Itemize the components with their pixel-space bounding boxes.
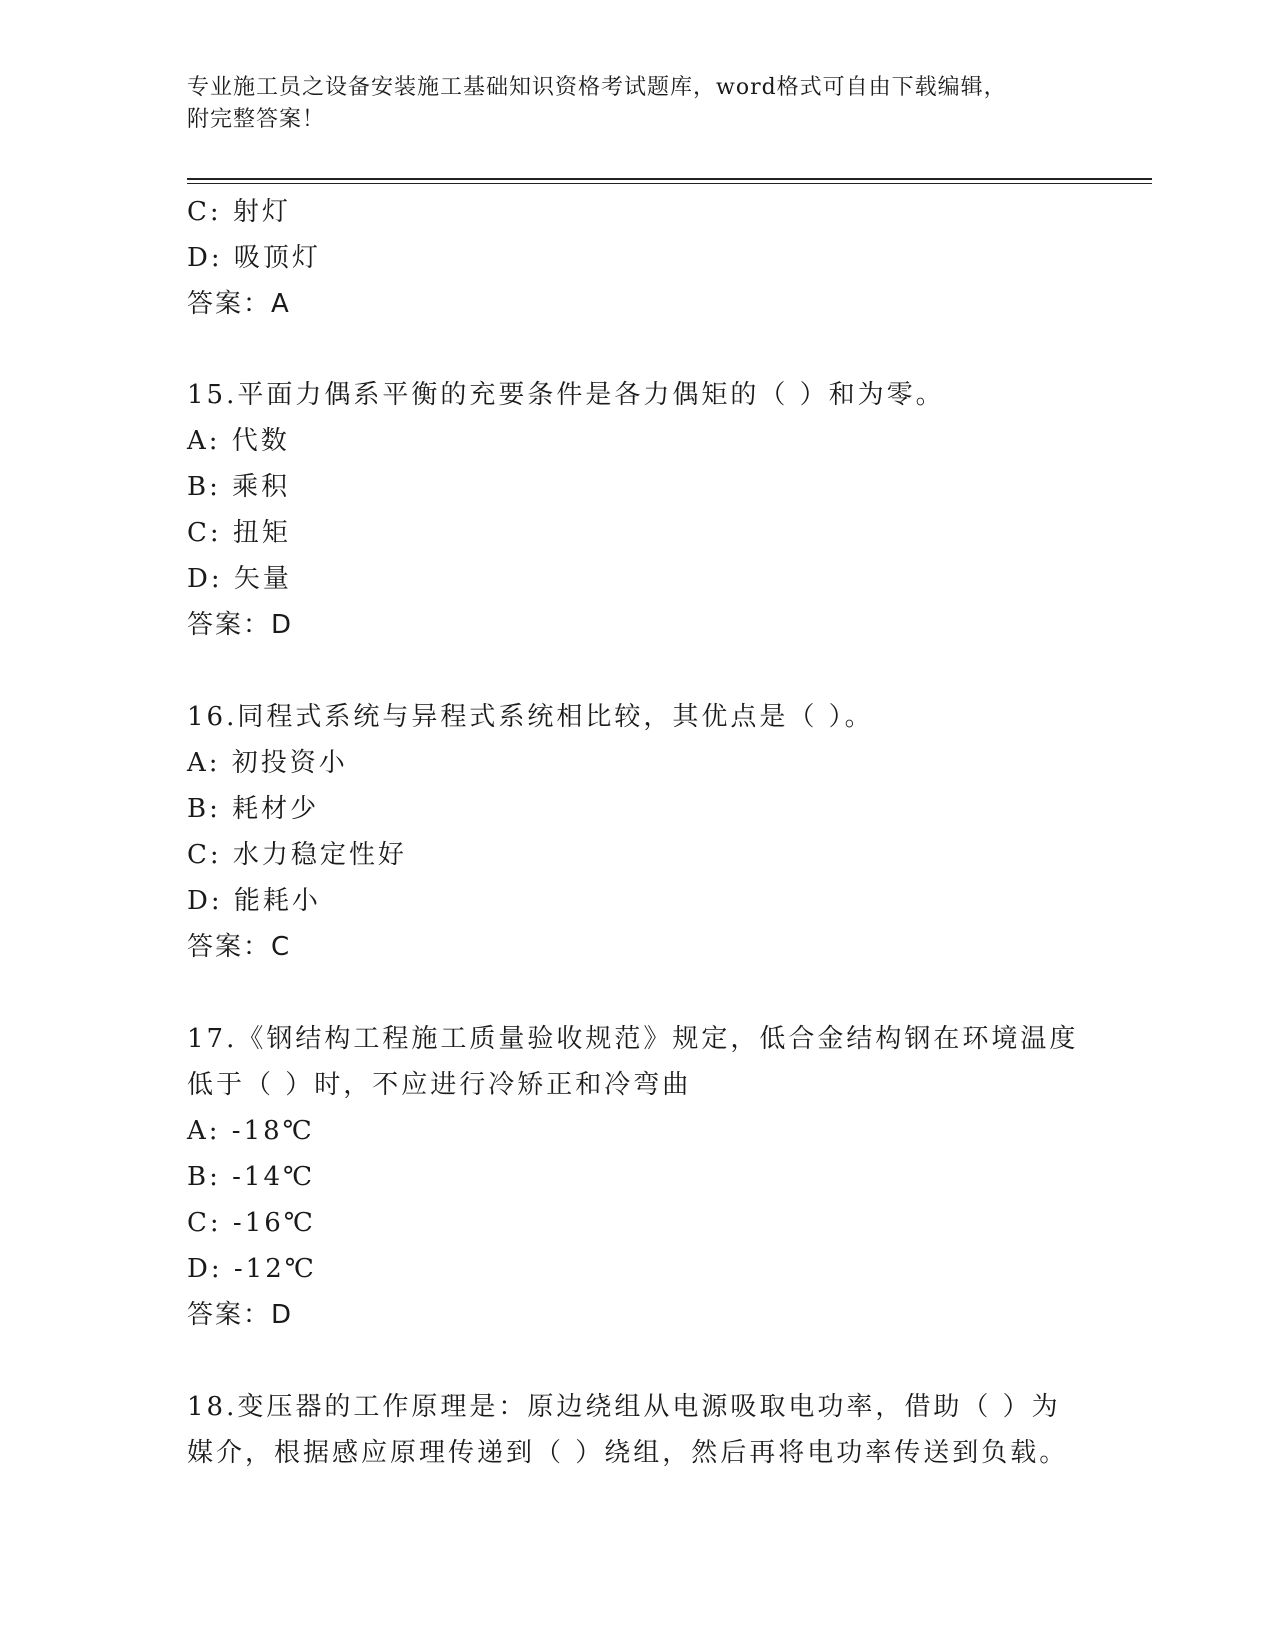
answer-line: 答案：A (187, 289, 291, 319)
header-divider (187, 178, 1152, 184)
question-18 (187, 1384, 1107, 1476)
question-stem-line-2: 低于（ ）时，不应进行冷矫正和冷弯曲 (187, 1070, 692, 1100)
answer-line: 答案：D (187, 1300, 294, 1330)
question-16 (187, 694, 1107, 970)
option-c: C: 扭矩 (187, 518, 291, 548)
option-d: D: -12℃ (187, 1254, 317, 1284)
option-c: C: -16℃ (187, 1208, 316, 1238)
answer-line: 答案：D (187, 610, 294, 640)
option-c: C: 射灯 (187, 197, 291, 227)
header-line-1: 专业施工员之设备安装施工基础知识资格考试题库，word格式可自由下载编辑， (187, 75, 1007, 100)
question-17 (187, 1016, 1107, 1338)
option-d: D: 矢量 (187, 564, 292, 594)
question-stem-line-1: 17.《钢结构工程施工质量验收规范》规定，低合金结构钢在环境温度 (187, 1024, 1079, 1054)
header-line-2: 附完整答案！ (187, 107, 326, 132)
answer-line: 答案：C (187, 932, 292, 962)
question-stem: 15.平面力偶系平衡的充要条件是各力偶矩的（ ）和为零。 (187, 380, 945, 410)
option-d: D: 吸顶灯 (187, 243, 321, 273)
option-b: B: 耗材少 (187, 794, 320, 824)
question-stem: 16.同程式系统与异程式系统相比较，其优点是（ ）。 (187, 702, 874, 732)
previous-question-tail (187, 189, 1107, 327)
option-a: A: 初投资小 (187, 748, 348, 778)
option-a: A: 代数 (187, 426, 290, 456)
option-c: C: 水力稳定性好 (187, 840, 407, 870)
document-header (187, 72, 1087, 136)
question-stem-line-1: 18.变压器的工作原理是：原边绕组从电源吸取电功率，借助（ ）为 (187, 1392, 1061, 1422)
option-d: D: 能耗小 (187, 886, 321, 916)
question-stem-line-2: 媒介，根据感应原理传递到（ ）绕组，然后再将电功率传送到负载。 (187, 1438, 1069, 1468)
question-list (187, 372, 1107, 1522)
option-b: B: -14℃ (187, 1162, 316, 1192)
question-15 (187, 372, 1107, 648)
option-b: B: 乘积 (187, 472, 291, 502)
option-a: A: -18℃ (187, 1116, 315, 1146)
